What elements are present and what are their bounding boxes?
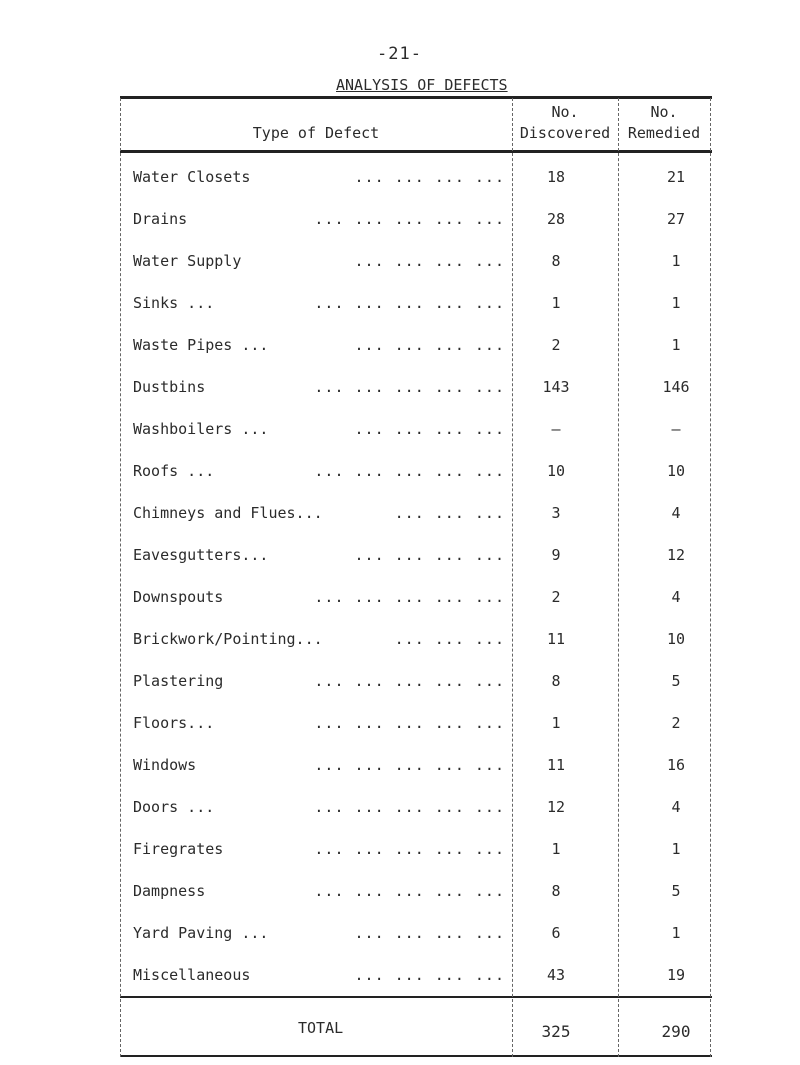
defect-type: Downspouts [133,588,224,606]
remedied-count: 16 [666,756,686,774]
remedied-count: 2 [671,714,681,732]
remedied-count: 21 [666,168,686,186]
table-row [0,798,800,840]
table-row [0,546,800,588]
defect-type: Drains [133,210,188,228]
remedied-header-line1: No. [650,103,678,121]
defect-type: Plastering [133,672,224,690]
discovered-count: 1 [551,294,561,312]
total-label: TOTAL [298,1019,344,1037]
leader-dots: ... ... ... ... ... [314,714,505,732]
remedied-count: 10 [666,462,686,480]
leader-dots: ... ... ... ... ... [314,882,505,900]
remedied-count: 5 [671,882,681,900]
leader-dots: ... ... ... ... ... [314,672,505,690]
remedied-count: 12 [666,546,686,564]
leader-dots: ... ... ... ... [354,336,505,354]
defect-type: Firegrates [133,840,224,858]
defect-type: Sinks ... [133,294,215,312]
discovered-count: 12 [546,798,566,816]
leader-dots: ... ... ... ... ... [314,756,505,774]
table-row [0,840,800,882]
remedied-header-line2: Remedied [627,124,701,142]
table-row [0,168,800,210]
document-title: ANALYSIS OF DEFECTS [336,76,508,94]
defect-type: Dampness [133,882,206,900]
remedied-count: 4 [671,798,681,816]
leader-dots: ... ... ... ... ... [314,210,505,228]
defect-type: Water Closets [133,168,251,186]
defect-type: Yard Paving ... [133,924,269,942]
remedied-count: 27 [666,210,686,228]
page-number: -21- [377,44,422,64]
defect-type: Washboilers ... [133,420,269,438]
table-row [0,924,800,966]
leader-dots: ... ... ... ... [354,966,505,984]
total-remedied: 290 [661,1022,691,1041]
remedied-header [618,102,710,144]
table-row [0,462,800,504]
leader-dots: ... ... ... ... ... [314,588,505,606]
discovered-count: – [551,420,561,438]
defect-type: Floors... [133,714,215,732]
table-row [0,672,800,714]
table-row [0,378,800,420]
remedied-count: 1 [671,294,681,312]
defect-type: Chimneys and Flues... [133,504,323,522]
leader-dots: ... ... ... ... ... [314,378,505,396]
table-row [0,966,800,1008]
leader-dots: ... ... ... [394,504,505,522]
discovered-header-line2: Discovered [519,124,611,142]
defect-type: Doors ... [133,798,215,816]
remedied-count: 5 [671,672,681,690]
leader-dots: ... ... ... ... [354,168,505,186]
table-top-rule [120,96,712,99]
remedied-count: 19 [666,966,686,984]
discovered-header-line1: No. [551,103,579,121]
table-row [0,588,800,630]
defect-type: Brickwork/Pointing... [133,630,323,648]
defect-type: Waste Pipes ... [133,336,269,354]
discovered-count: 43 [546,966,566,984]
remedied-count: – [671,420,681,438]
defect-type: Windows [133,756,197,774]
defect-type: Water Supply [133,252,242,270]
remedied-count: 4 [671,504,681,522]
table-row [0,504,800,546]
discovered-count: 1 [551,840,561,858]
type-of-defect-header-text: Type of Defect [252,124,380,142]
discovered-count: 8 [551,672,561,690]
leader-dots: ... ... ... ... [354,546,505,564]
discovered-count: 11 [546,756,566,774]
leader-dots: ... ... ... ... [354,420,505,438]
table-bottom-rule [120,1055,712,1057]
leader-dots: ... ... ... [394,630,505,648]
discovered-count: 8 [551,882,561,900]
header-bottom-rule [120,150,712,153]
table-row [0,336,800,378]
discovered-count: 3 [551,504,561,522]
leader-dots: ... ... ... ... ... [314,462,505,480]
leader-dots: ... ... ... ... ... [314,840,505,858]
table-row [0,294,800,336]
discovered-count: 11 [546,630,566,648]
discovered-count: 9 [551,546,561,564]
discovered-count: 6 [551,924,561,942]
remedied-count: 10 [666,630,686,648]
remedied-count: 1 [671,252,681,270]
table-row [0,630,800,672]
total-discovered: 325 [541,1022,571,1041]
table-row [0,252,800,294]
remedied-count: 146 [662,378,690,396]
table-row [0,210,800,252]
discovered-header [512,102,618,144]
leader-dots: ... ... ... ... [354,924,505,942]
defect-type: Roofs ... [133,462,215,480]
table-row [0,420,800,462]
discovered-count: 8 [551,252,561,270]
defect-type: Miscellaneous [133,966,251,984]
table-row [0,756,800,798]
remedied-count: 1 [671,924,681,942]
defect-type: Dustbins [133,378,206,396]
discovered-count: 28 [546,210,566,228]
leader-dots: ... ... ... ... ... [314,294,505,312]
table-row [0,882,800,924]
discovered-count: 10 [546,462,566,480]
leader-dots: ... ... ... ... [354,252,505,270]
remedied-count: 1 [671,840,681,858]
remedied-count: 4 [671,588,681,606]
type-of-defect-header [120,124,512,142]
defect-type: Eavesgutters... [133,546,269,564]
discovered-count: 18 [546,168,566,186]
table-row [0,714,800,756]
remedied-count: 1 [671,336,681,354]
discovered-count: 1 [551,714,561,732]
discovered-count: 2 [551,588,561,606]
leader-dots: ... ... ... ... ... [314,798,505,816]
discovered-count: 2 [551,336,561,354]
discovered-count: 143 [542,378,570,396]
